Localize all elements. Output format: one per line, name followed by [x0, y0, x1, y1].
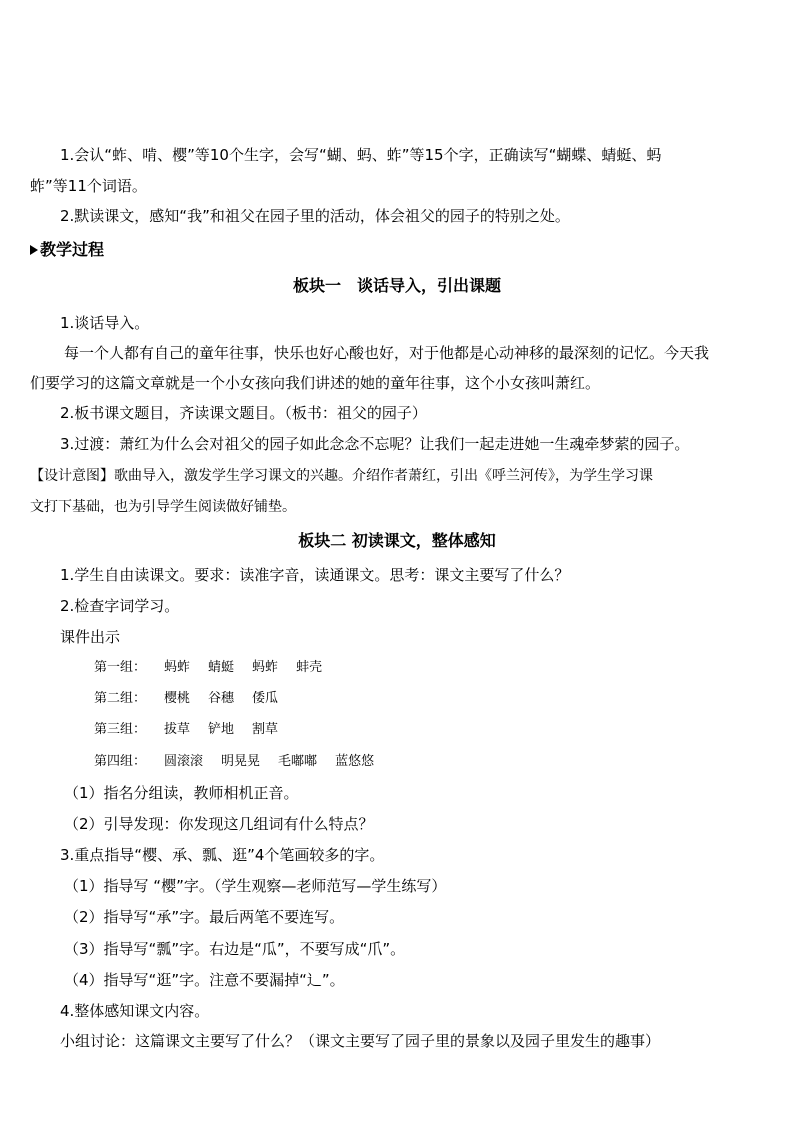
vocab-word: 割草	[252, 722, 279, 737]
vocab-word: 圆滚滚	[164, 754, 204, 769]
objective-1-cont: 蚱”等11个词语。	[30, 177, 147, 195]
vocab-group-1	[94, 658, 340, 678]
block2-line-1: 1.学生自由读课文。要求：读准字音，读通课文。思考：课文主要写了什么？	[60, 566, 570, 584]
objective-2: 2.默读课文，感知“我”和祖父在园子里的活动，体会祖父的园子的特别之处。	[60, 207, 570, 225]
process-title: 教学过程	[40, 240, 105, 259]
block2-after-6: （3）指导写“瓢”字。右边是“瓜”，不要写成“爪”。	[64, 940, 406, 958]
vocab-word: 拔草	[164, 722, 191, 737]
vocab-group-label: 第四组：	[94, 754, 147, 769]
vocab-word: 倭瓜	[252, 691, 279, 706]
vocab-word: 蚂蚱	[164, 660, 191, 675]
vocab-word: 谷穗	[208, 691, 235, 706]
process-heading	[30, 240, 104, 260]
vocab-group-label: 第一组：	[94, 660, 147, 675]
block2-line-3: 课件出示	[60, 628, 121, 646]
block1-line-5: 3.过渡：萧红为什么会对祖父的园子如此念念不忘呢？让我们一起走进她一生魂牵梦萦的园子。	[60, 435, 690, 453]
block2-line-2: 2.检查字词学习。	[60, 597, 180, 615]
design-intent-2: 文打下基础，也为引导学生阅读做好铺垫。	[30, 499, 296, 515]
block1-line-2: 每一个人都有自己的童年往事，快乐也好心酸也好，对于他都是心动神移的最深刻的记忆。今天我	[64, 344, 710, 362]
vocab-word: 蚌壳	[296, 660, 323, 675]
design-intent-1: 【设计意图】歌曲导入，激发学生学习课文的兴趣。介绍作者萧红，引出《呼兰河传》，为学生学习课	[30, 468, 653, 484]
vocab-word: 蚂蚱	[252, 660, 279, 675]
vocab-group-label: 第二组：	[94, 691, 147, 706]
block2-after-9: 小组讨论：这篇课文主要写了什么？（课文主要写了园子里的景象以及园子里发生的趣事）	[60, 1032, 661, 1050]
block2-after-1: （1）指名分组读，教师相机正音。	[64, 784, 299, 802]
vocab-word: 蜻蜓	[208, 660, 235, 675]
vocab-word: 明晃晃	[221, 754, 261, 769]
objective-1: 1.会认“蚱、啃、樱”等10个生字，会写“蝴、蚂、蚱”等15个字，正确读写“蝴蝶、蜻蜓、蚂	[60, 146, 662, 164]
vocab-word: 铲地	[208, 722, 235, 737]
vocab-group-2	[94, 689, 296, 709]
block2-after-7: （4）指导写“逛”字。注意不要漏掉“辶”。	[64, 971, 345, 989]
block2-title: 板块二 初读课文，整体感知	[298, 531, 496, 550]
block2-after-2: （2）引导发现：你发现这几组词有什么特点？	[64, 815, 374, 833]
block1-line-3: 们要学习的这篇文章就是一个小女孩向我们讲述的她的童年往事，这个小女孩叫萧红。	[30, 374, 601, 392]
vocab-group-3	[94, 720, 296, 740]
block1-line-4: 2.板书课文题目，齐读课文题目。（板书：祖父的园子）	[60, 404, 427, 422]
block2-after-5: （2）指导写“承”字。最后两笔不要连写。	[64, 908, 345, 926]
block2-after-4: （1）指导写 “樱”字。（学生观察—老师范写—学生练写）	[64, 877, 447, 895]
triangle-bullet-icon	[30, 245, 38, 255]
block2-after-8: 4.整体感知课文内容。	[60, 1002, 210, 1020]
vocab-group-4	[94, 752, 392, 772]
block1-line-1: 1.谈话导入。	[60, 314, 150, 332]
vocab-word: 樱桃	[164, 691, 191, 706]
vocab-word: 毛嘟嘟	[278, 754, 318, 769]
vocab-word: 蓝悠悠	[335, 754, 375, 769]
block2-after-3: 3.重点指导“樱、承、瓢、逛”4个笔画较多的字。	[60, 846, 385, 864]
block1-title: 板块一 谈话导入，引出课题	[292, 276, 501, 295]
vocab-group-label: 第三组：	[94, 722, 147, 737]
